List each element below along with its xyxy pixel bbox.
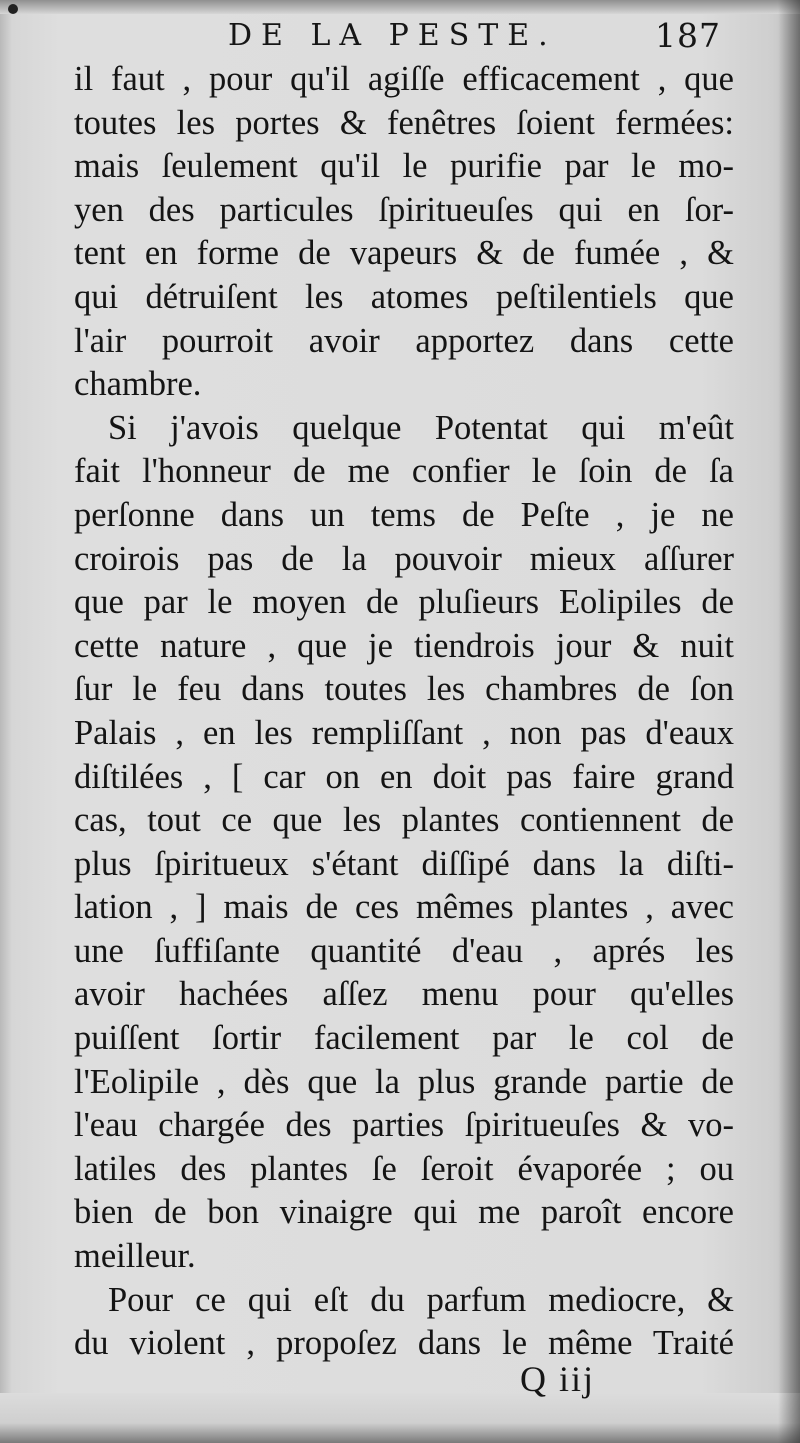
page-top-edge [0, 0, 800, 14]
text-line: une ſuffiſante quantité d'eau , aprés les [74, 931, 734, 970]
text-line: qui détruiſent les atomes peſtilentiels que [74, 277, 734, 316]
text-line: Si j'avois quelque Potentat qui m'eût [108, 408, 734, 447]
page-right-shadow [778, 0, 800, 1443]
text-line: toutes les portes & fenêtres ſoient fermées: [74, 103, 734, 142]
text-line: puiſſent ſortir facilement par le col de [74, 1019, 734, 1058]
paragraph [74, 407, 734, 1279]
text-line: latiles des plantes ſe ſeroit évaporée ; ou [74, 1149, 734, 1188]
text-line: l'eau chargée des parties ſpiritueuſes & vo- [74, 1106, 734, 1145]
text-line: Palais , en les rempliſſant , non pas d'eaux [74, 713, 734, 752]
text-line: fait l'honneur de me confier le ſoin de ſa [74, 452, 734, 491]
page-bottom-edge [0, 1393, 800, 1443]
running-head: DE LA PESTE. [228, 18, 557, 53]
text-line: il faut , pour qu'il agiſſe efficacement , que [74, 60, 734, 98]
text-line: yen des particules ſpiritueuſes qui en ſor- [74, 190, 734, 229]
text-line: tent en forme de vapeurs & de fumée , & [74, 234, 734, 273]
text-line: l'Eolipile , dès que la plus grande partie de [74, 1062, 734, 1101]
paragraph [74, 58, 734, 407]
body-text [74, 58, 734, 1366]
text-line: lation , ] mais de ces mêmes plantes , avec [74, 888, 734, 927]
text-line: cette nature , que je tiendrois jour & nuit [74, 626, 734, 665]
text-line: du violent , propoſez dans le même Traité [74, 1324, 734, 1363]
text-line: cas, tout ce que les plantes contiennent de [74, 801, 734, 840]
text-line: avoir hachées aſſez menu pour qu'elles [74, 975, 734, 1014]
text-line: bien de bon vinaigre qui me paroît encore [74, 1193, 734, 1232]
text-line: mais ſeulement qu'il le purifie par le mo- [74, 147, 734, 186]
text-line: croirois pas de la pouvoir mieux aſſurer [74, 539, 734, 578]
text-line: chambre. [74, 365, 202, 404]
ink-spot [8, 4, 18, 14]
text-line: Pour ce qui eſt du parfum mediocre, & [108, 1280, 734, 1319]
text-line: que par le moyen de pluſieurs Eolipiles de [74, 583, 734, 622]
paragraph [74, 1279, 734, 1366]
text-line: ſur le feu dans toutes les chambres de ſon [74, 670, 734, 709]
text-line: l'air pourroit avoir apportez dans cette [74, 321, 734, 360]
page-number: 187 [655, 16, 721, 55]
text-line: meilleur. [74, 1237, 196, 1276]
text-line: perſonne dans un tems de Peſte , je ne [74, 495, 734, 534]
text-line: plus ſpiritueux s'étant diſſipé dans la diſti- [74, 844, 734, 883]
signature-mark: Q iij [520, 1359, 596, 1399]
text-line: diſtilées , [ car on en doit pas faire grand [74, 757, 734, 796]
